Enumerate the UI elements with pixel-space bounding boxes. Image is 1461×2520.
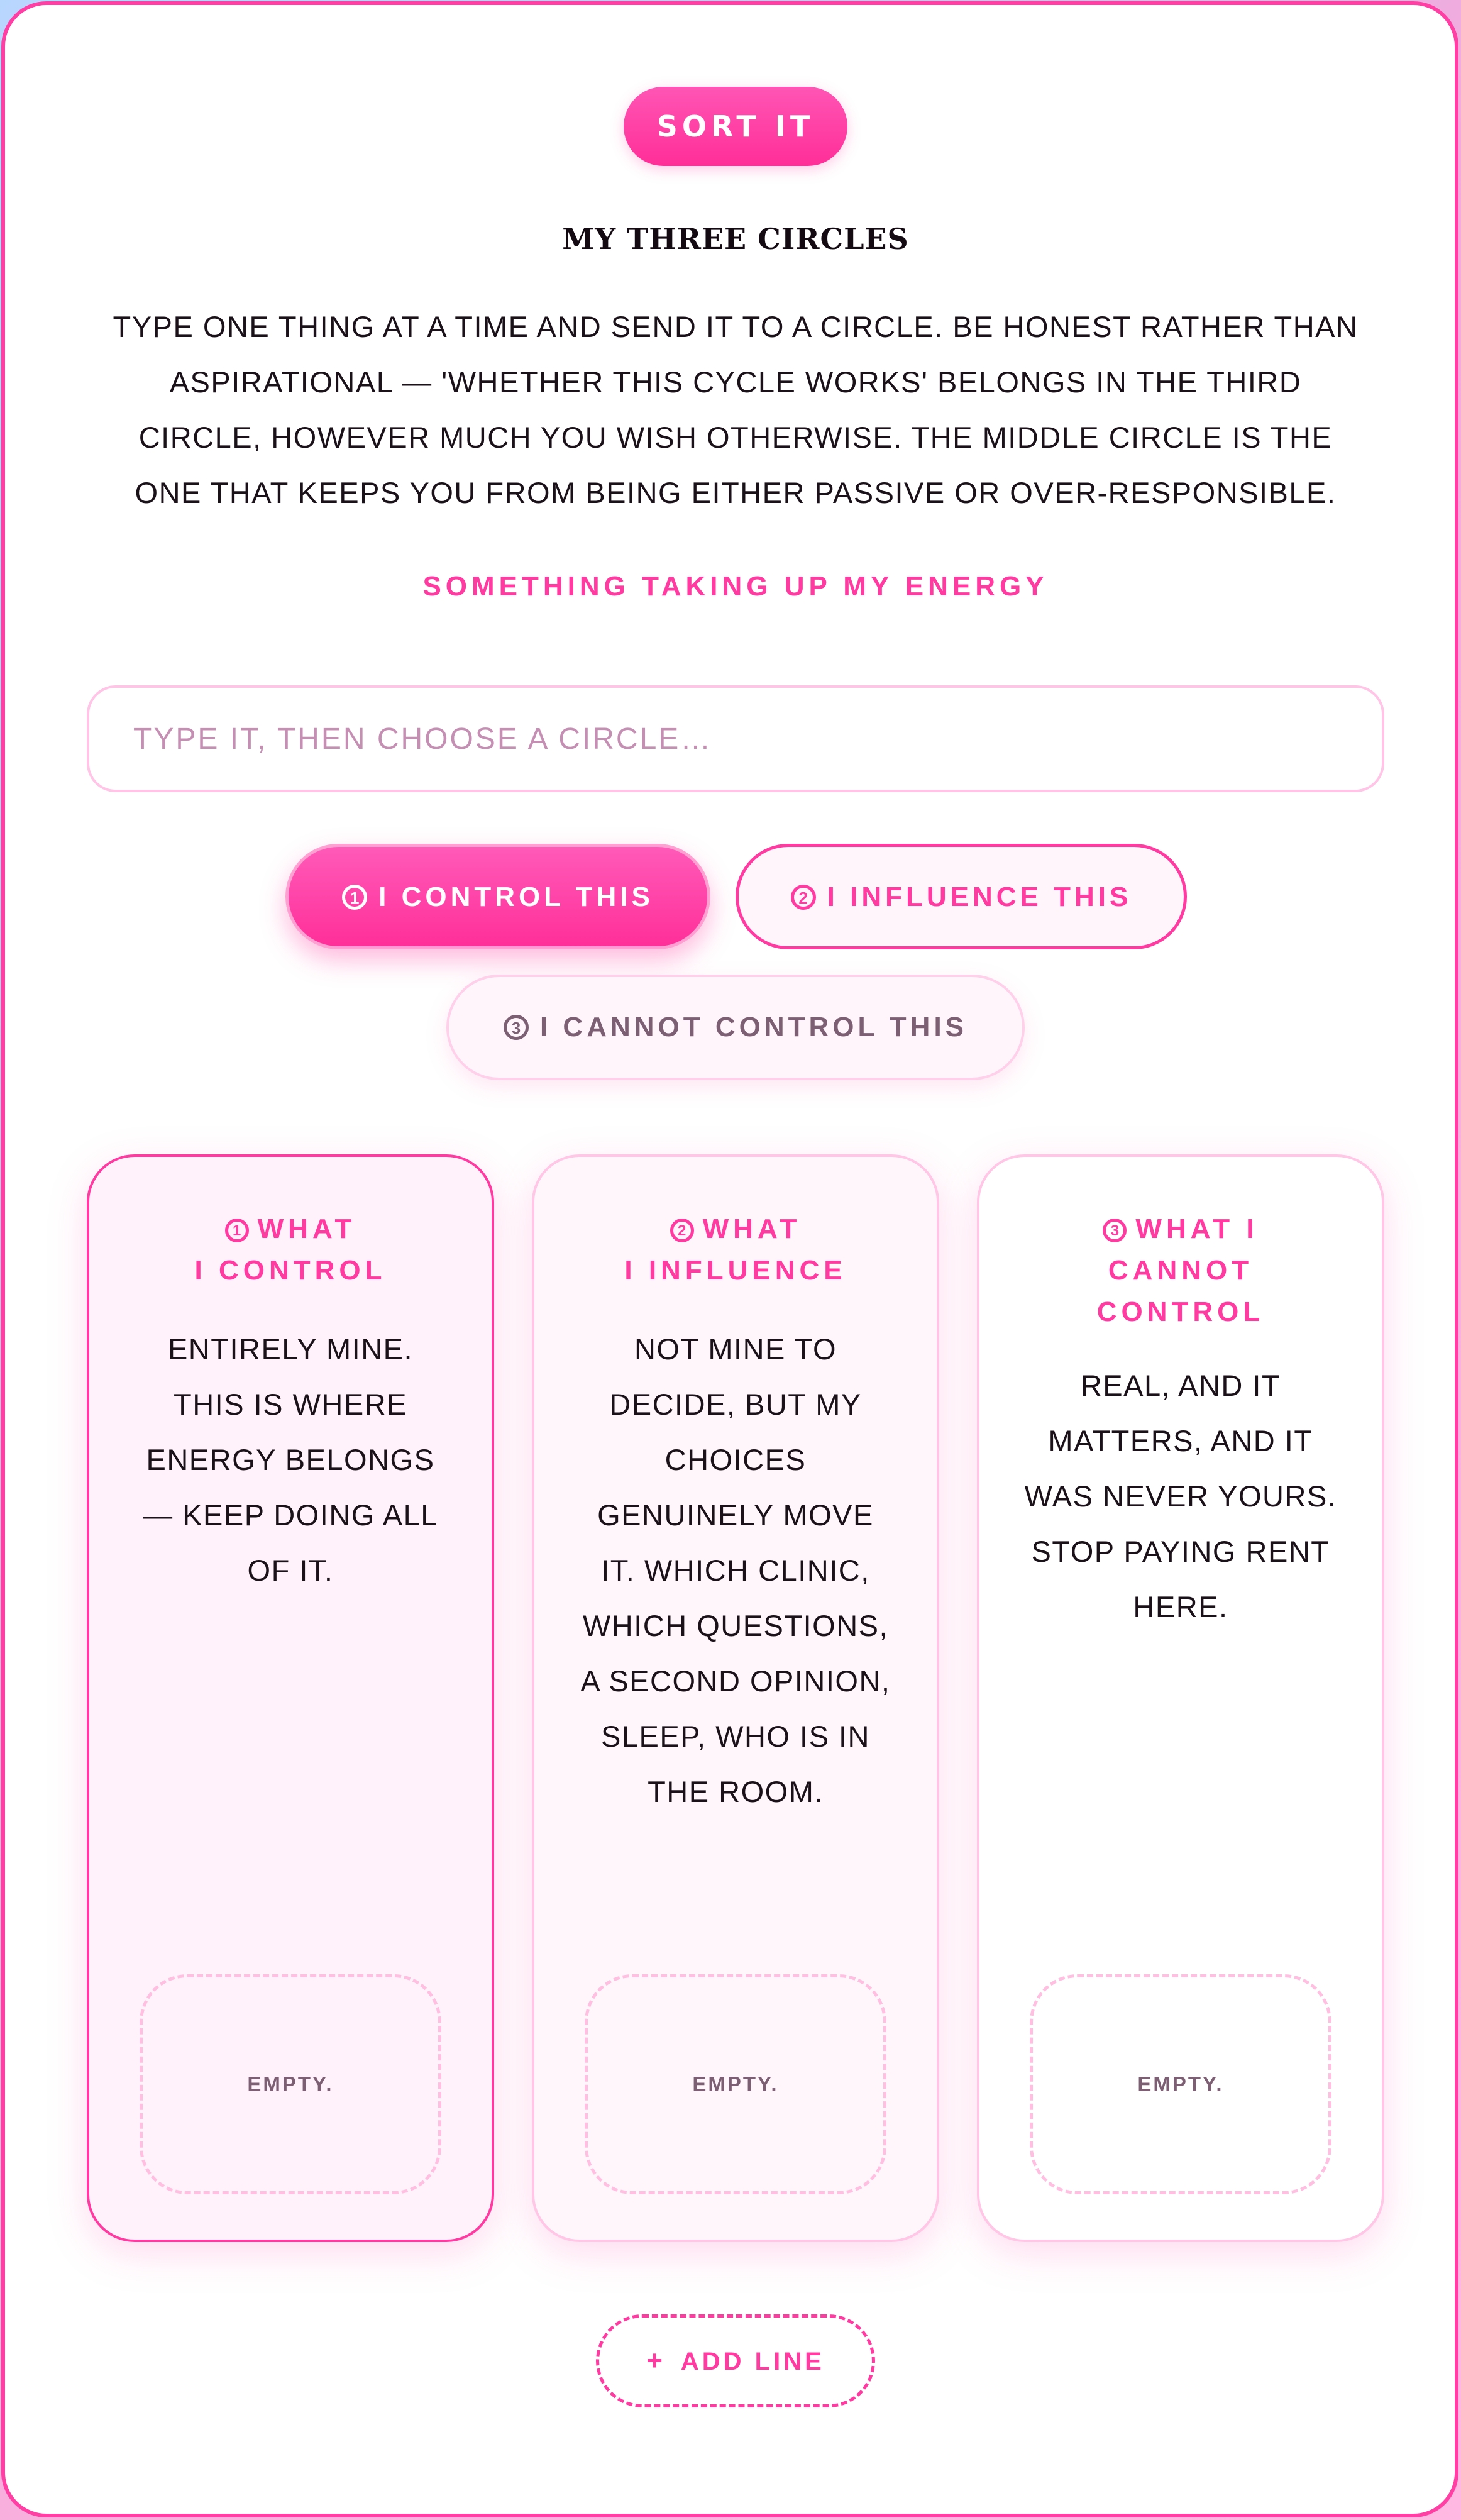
circle-drop-zone[interactable] [585, 1974, 886, 2194]
circle-drop-zone[interactable] [140, 1974, 441, 2194]
circle-title-line: CANNOT [1108, 1255, 1254, 1286]
influence-this-label: I INFLUENCE THIS [827, 881, 1132, 912]
page-title: MY THREE CIRCLES [562, 222, 909, 256]
empty-label: EMPTY. [247, 2072, 334, 2096]
circle-card-cannot-control [977, 1154, 1384, 2242]
energy-input[interactable] [87, 685, 1384, 792]
cannot-control-this-button[interactable] [446, 975, 1025, 1080]
sort-it-badge: SORT IT [624, 87, 847, 166]
intro-text: TYPE ONE THING AT A TIME AND SEND IT TO A CIRCLE. BE HONEST RATHER THAN ASPIRATIONAL — 'WHETHER THIS CYCLE WORKS' BELONGS IN THE THIRD CIRCLE, HOWEVER MUCH YOU WISH OTHERWISE. THE MIDDLE CIRCLE IS THE ONE THAT KEEPS YOU FROM BEING EITHER PASSIVE OR OVER-RESPONSIBLE. [113, 310, 1359, 509]
empty-label: EMPTY. [1137, 2072, 1224, 2096]
add-line-label: ADD LINE [680, 2348, 825, 2375]
energy-field-label: SOMETHING TAKING UP MY ENERGY [422, 571, 1049, 602]
circle-card-influence [532, 1154, 939, 2242]
circle-card-control [87, 1154, 494, 2242]
circle-drop-zone[interactable] [1030, 1974, 1331, 2194]
app-frame [1, 1, 1458, 2517]
circle-title-line: I INFLUENCE [624, 1255, 847, 1286]
circle-card-title [1005, 1208, 1357, 1333]
cannot-control-this-label: I CANNOT CONTROL THIS [539, 1012, 968, 1042]
control-this-button[interactable] [285, 844, 710, 949]
circle-two-icon: 2 [670, 1219, 694, 1242]
circle-description: REAL, AND IT MATTERS, AND IT WAS NEVER YOURS. STOP PAYING RENT HERE. [1024, 1369, 1337, 1623]
circle-title-line: WHAT [702, 1213, 802, 1244]
circle-card-title [114, 1208, 466, 1291]
circle-description: NOT MINE TO DECIDE, BUT MY CHOICES GENUINELY MOVE IT. WHICH CLINIC, WHICH QUESTIONS, A SECOND OPINION, SLEEP, WHO IS IN THE ROOM. [580, 1332, 891, 1808]
control-this-label: I CONTROL THIS [378, 881, 654, 912]
circle-title-line: WHAT I [1135, 1213, 1259, 1244]
circle-three-icon: 3 [1103, 1219, 1127, 1242]
circle-one-icon: 1 [342, 885, 367, 910]
influence-this-button[interactable] [736, 844, 1187, 949]
circle-two-icon: 2 [791, 885, 816, 910]
circle-title-line: WHAT [257, 1213, 356, 1244]
circle-three-icon: 3 [504, 1015, 529, 1040]
circle-one-icon: 1 [225, 1219, 249, 1242]
circle-card-title [560, 1208, 912, 1291]
circle-title-line: CONTROL [1096, 1296, 1265, 1327]
empty-label: EMPTY. [692, 2072, 779, 2096]
add-line-button[interactable] [596, 2314, 875, 2407]
circle-title-line: I CONTROL [194, 1255, 387, 1286]
plus-icon: + [646, 2345, 666, 2376]
circle-description: ENTIRELY MINE. THIS IS WHERE ENERGY BELONGS — KEEP DOING ALL OF IT. [143, 1332, 438, 1587]
